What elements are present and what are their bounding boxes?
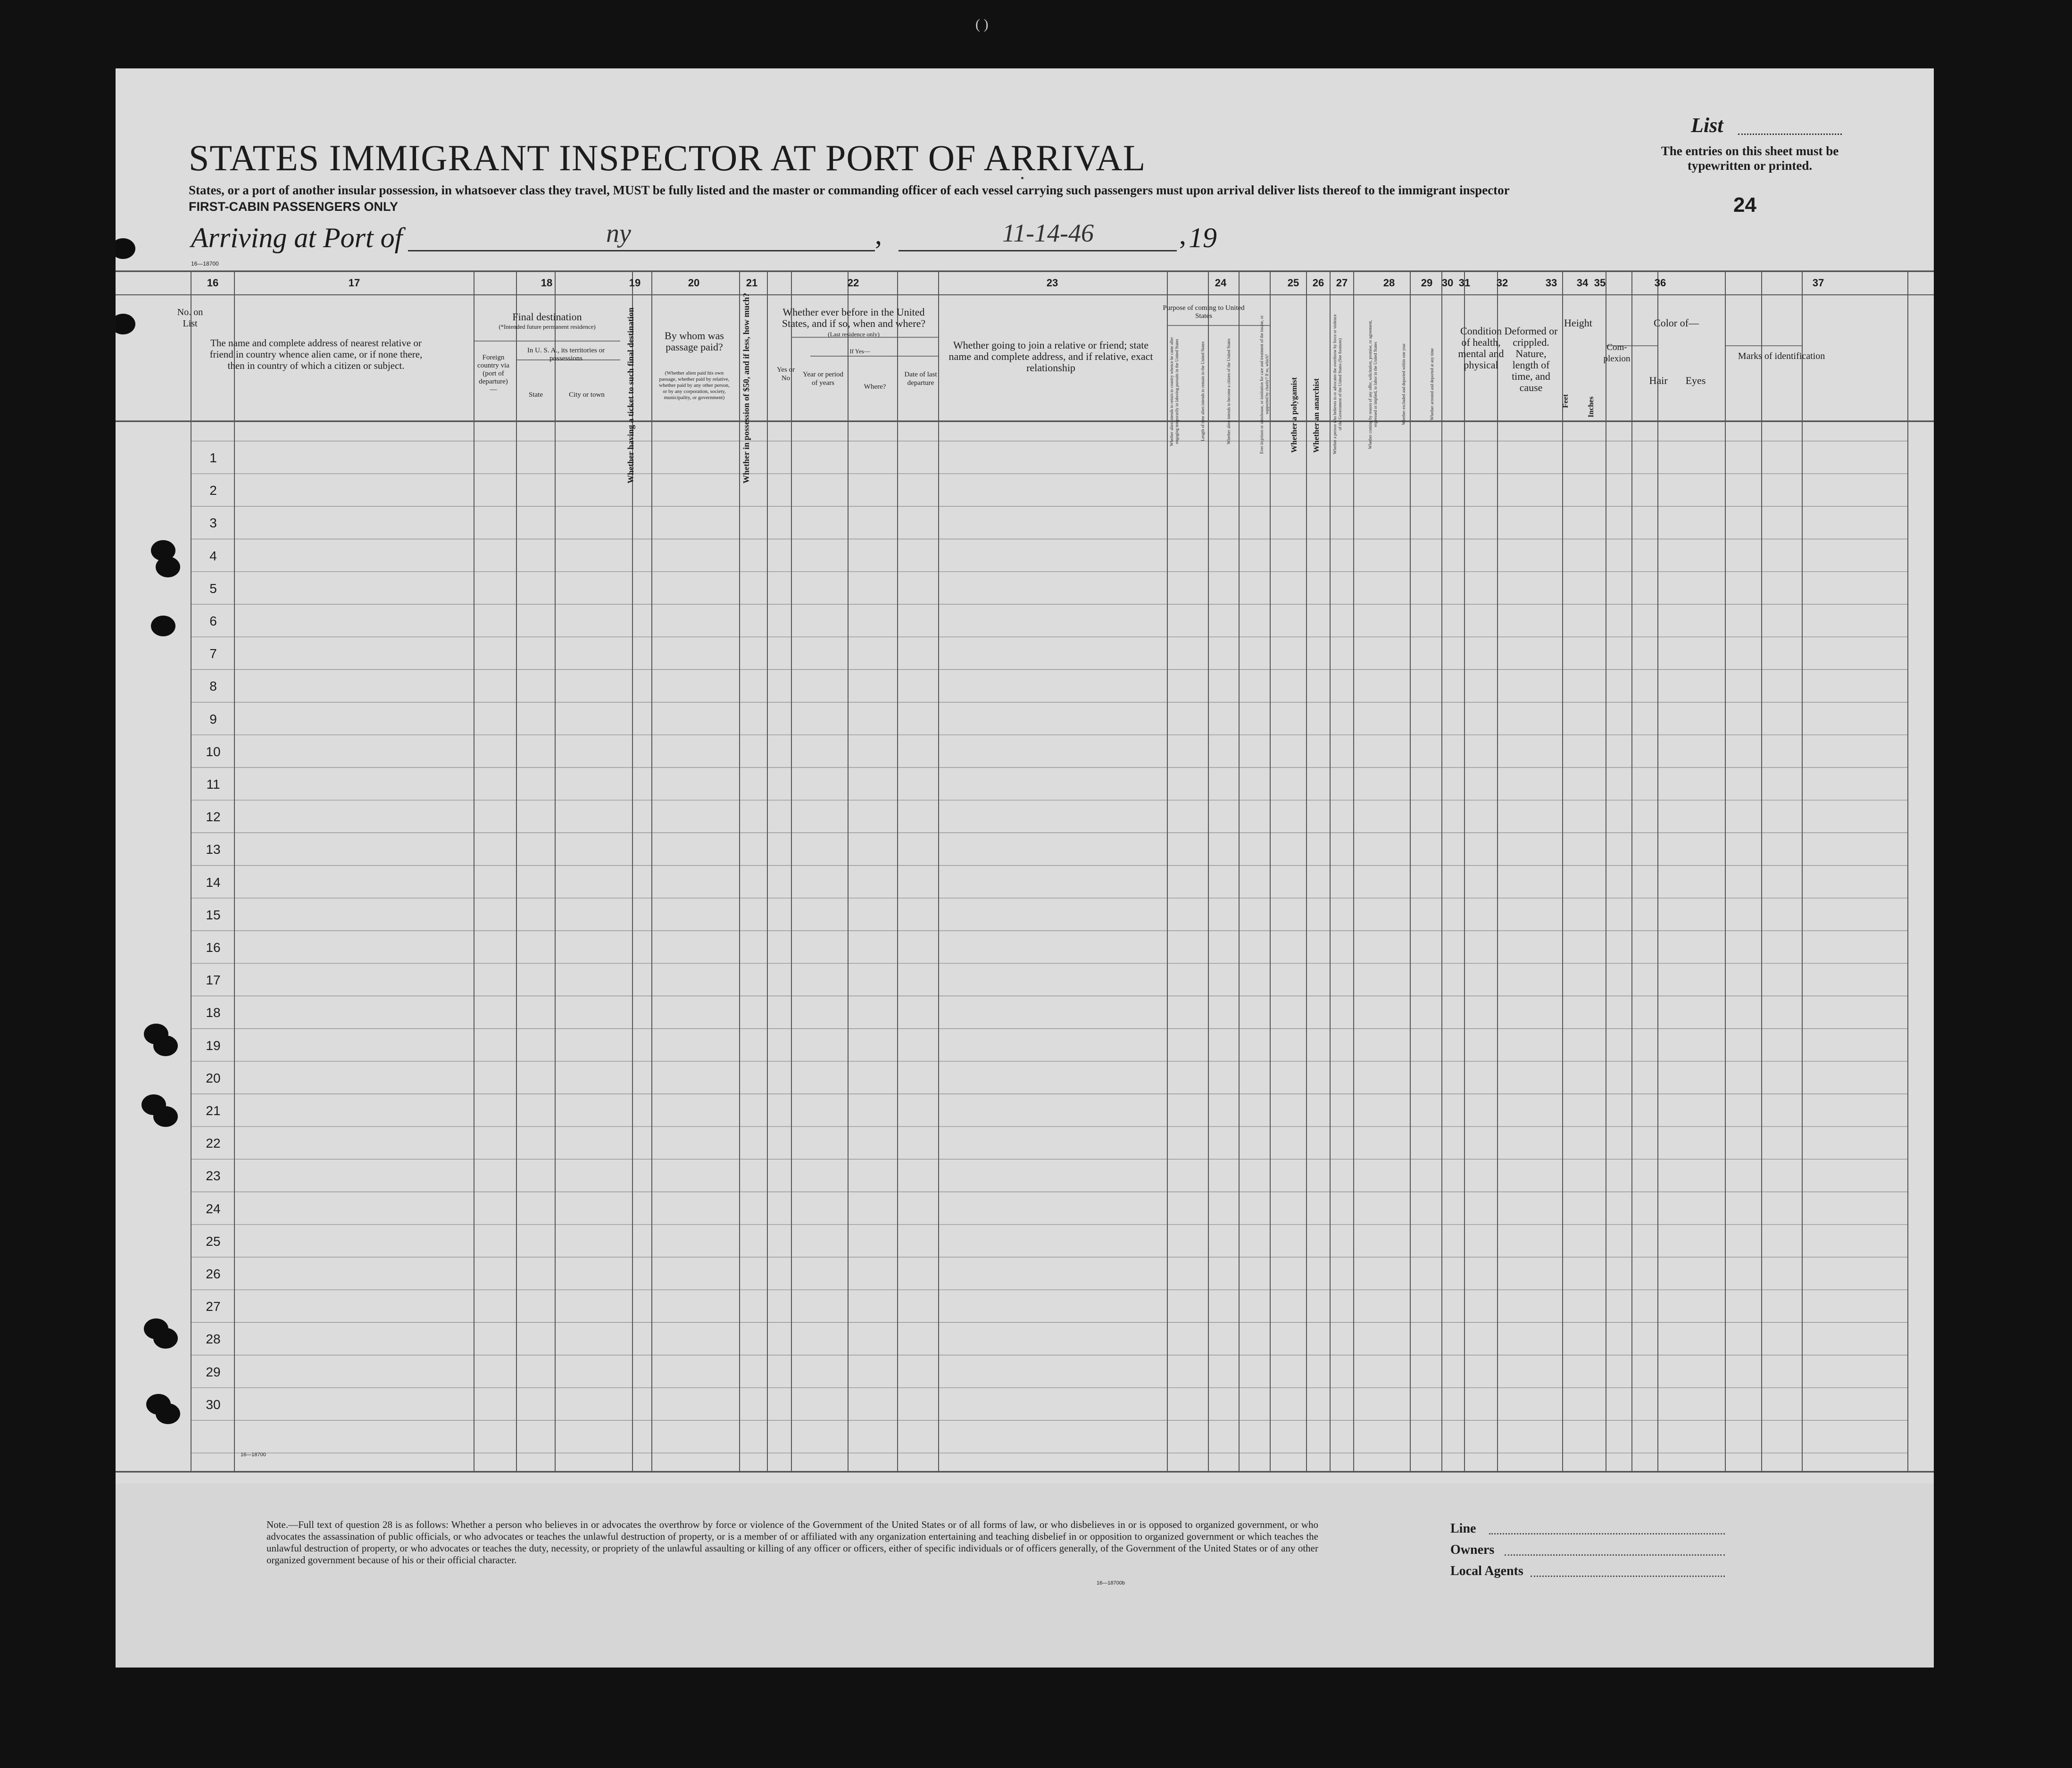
col33-header: Deformed or crippled. Nature, length of time, and cause [1504, 325, 1558, 393]
row-number: 9 [209, 711, 217, 726]
list-label: List [1691, 114, 1723, 137]
row-number: 13 [206, 842, 221, 857]
column-number: 35 [1594, 277, 1606, 289]
column-number: 16 [207, 277, 219, 289]
row-number: 7 [209, 646, 217, 661]
row-number: 21 [206, 1103, 221, 1118]
col36-hair: Hair [1649, 375, 1668, 386]
row-number: 27 [206, 1299, 221, 1314]
col34-feet: Feet [1562, 394, 1570, 408]
col22-period: Year or period of years [803, 371, 843, 387]
column-number: 32 [1496, 277, 1508, 289]
row-number: 10 [206, 744, 221, 759]
row-number: 18 [206, 1005, 221, 1020]
col20-title: By whom was passage paid? [665, 330, 724, 353]
footnote-form-code: 16—18700b [1097, 1580, 1125, 1586]
row-number: 19 [206, 1038, 221, 1053]
col28-header: Whether a person who believes in or advocates the overthrow by force or violence of the Government of the United States (See footnote) [1332, 314, 1342, 455]
col19-header: Whether having a ticket to such final destination [626, 307, 635, 484]
col31-header: Whether arrested and deported at any time [1430, 348, 1434, 421]
entries-note: The entries on this sheet must be typewritten or printed. [1661, 144, 1839, 173]
row-number: 28 [206, 1332, 221, 1347]
col24-citizen: Whether alien intends to become a citizen of the United States [1226, 338, 1231, 445]
column-number: 19 [629, 277, 641, 289]
col18-title: Final destination [512, 311, 582, 323]
row-number: 2 [209, 483, 217, 498]
separator: , [875, 219, 882, 250]
manifest-table-grid [116, 68, 1934, 1668]
column-number: 20 [688, 277, 700, 289]
col36-eyes: Eyes [1685, 375, 1706, 386]
line-field[interactable] [1489, 1533, 1725, 1534]
row-number: 6 [209, 614, 217, 628]
col16-header: No. on List [177, 307, 203, 329]
year-prefix: 19 [1189, 222, 1217, 253]
column-number: 18 [541, 277, 553, 289]
row-number: 29 [206, 1364, 221, 1379]
col24-title: Purpose of coming to United States [1163, 304, 1245, 320]
col37-header: Marks of identification [1738, 351, 1825, 361]
footnote-question-28: Note.—Full text of question 28 is as follows: Whether a person who believes in or advocates the overthrow by force or violence of the Government of the United States or of all forms of law, or who disbelieves in or is opposed to organized government, or who advocates the assassination of public officials, or who advocates or teaches the unlawful destruction of property, or is a member of or affiliated with any organization entertaining and teaching disbelief in or opposition to organized government or which teaches the unlawful destruction of property, or who advocates or teaches the duty, necessity, or propriety of the unlawful assaulting or killing of any officer or officers, either of specific individuals or of officers generally, of the Government of the United States or of any other organized government because of his or their official character. [266, 1519, 1318, 1566]
column-number: 30 [1441, 277, 1454, 289]
col29-header: Whether coming by reason of any offer, solicitation, promise, or agreement, expressed or implied, to labor in the United States [1368, 320, 1378, 449]
line-label: Line [1450, 1521, 1476, 1536]
owners-label: Owners [1450, 1543, 1495, 1557]
row-number: 4 [209, 548, 217, 563]
instructions-text: States, or a port of another insular possession, in whatsoever class they travel, MUST be fully listed and the master or commanding officer of each vessel carrying such passengers must upon arrival deliver lists thereof to the immigrant inspector [189, 183, 1510, 197]
col22-note: (Last residence only) [828, 331, 880, 338]
column-number: 37 [1812, 277, 1824, 289]
col18-foreign: Foreign country via (port of departure)— [477, 354, 509, 393]
table-form-code: 16—18700 [241, 1452, 266, 1458]
row-number: 16 [206, 940, 221, 955]
scan-edge-mark: ( ) [975, 17, 989, 32]
column-number: 27 [1336, 277, 1348, 289]
col18-usa: In U. S. A., its territories or possessions [527, 347, 605, 362]
col34-inches: Inches [1587, 396, 1595, 417]
col20-note: (Whether alien paid his own passage, whether paid by relative, whether paid by any other person, or by any corporation, society, municipality, or government) [659, 370, 730, 400]
column-number: 23 [1046, 277, 1058, 289]
passenger-class-label: FIRST-CABIN PASSENGERS ONLY [189, 200, 399, 214]
row-number: 15 [206, 907, 221, 922]
row-number: 30 [206, 1397, 221, 1412]
col24-length: Length of time alien intends to remain in the United States [1200, 342, 1205, 442]
row-number: 5 [209, 581, 217, 596]
col22-title: Whether ever before in the United States, and if so, when and where? [782, 306, 926, 329]
column-number: 36 [1654, 277, 1666, 289]
col30-header: Whether excluded and deported within one year [1401, 343, 1406, 425]
col24-return: Whether alien intends to return to country whence he came after engaging temporarily in laboring pursuits in the United States [1169, 337, 1179, 446]
col36-title: Color of— [1654, 317, 1699, 329]
column-number: 25 [1287, 277, 1299, 289]
col21-header: Whether in possession of $50, and if less, how much? [741, 292, 751, 484]
col23-header: Whether going to join a relative or friend; state name and complete address, and if relative, exact relationship [949, 339, 1153, 374]
column-number: 31 [1458, 277, 1471, 289]
column-number: 26 [1312, 277, 1324, 289]
port-value: ny [606, 219, 631, 248]
col18-note: (*Intended future permanent residence) [499, 323, 596, 330]
row-number: 12 [206, 809, 221, 825]
owners-field[interactable] [1505, 1554, 1725, 1556]
row-number: 26 [206, 1267, 221, 1281]
column-number: 24 [1215, 277, 1227, 289]
column-number: 21 [746, 277, 758, 289]
col22-date: Date of last departure [904, 371, 937, 387]
row-number: 25 [206, 1234, 221, 1249]
col25-header: Ever in prison or almshouse, or institution for care and treatment of the insane, or supported by charity? If so, which? [1259, 315, 1269, 454]
row-number: 1 [209, 450, 217, 465]
row-number: 17 [206, 973, 221, 988]
col18-city: City or town [569, 391, 605, 399]
arriving-at-port-label: Arriving at Port of [191, 222, 403, 253]
col32-header: Condition of health, mental and physical [1458, 325, 1504, 371]
row-number: 24 [206, 1201, 221, 1216]
row-number: 14 [206, 875, 221, 890]
col22-where: Where? [864, 383, 886, 391]
manifest-sheet [116, 68, 1934, 1668]
form-code: 16—18700 [191, 260, 219, 267]
row-number: 23 [206, 1168, 221, 1184]
page-title: STATES IMMIGRANT INSPECTOR AT PORT OF ARRIVAL [189, 137, 1146, 178]
arrival-date-value: 11-14-46 [1002, 219, 1094, 247]
local-agents-label: Local Agents [1450, 1564, 1523, 1578]
local-agents-field[interactable] [1531, 1576, 1725, 1577]
col22-yes-or-no: Yes or No [776, 366, 795, 382]
column-number: 34 [1576, 277, 1589, 289]
row-number: 20 [206, 1070, 221, 1085]
row-number: 8 [209, 679, 217, 694]
row-number: 11 [206, 777, 220, 792]
sheet-number: 24 [1733, 193, 1756, 217]
column-number: 29 [1421, 277, 1433, 289]
separator: , [1179, 219, 1186, 250]
column-number: 33 [1545, 277, 1557, 289]
col34-title: Height [1564, 317, 1592, 329]
col17-header: The name and complete address of nearest relative or friend in country whence alien came, or if none there, then in country of which a citizen or subject. [209, 337, 423, 371]
column-number: 28 [1383, 277, 1395, 289]
column-number: 22 [847, 277, 859, 289]
col26-header: Whether a polygamist [1290, 377, 1298, 453]
col22-if-yes: If Yes— [849, 348, 870, 355]
col35-header: Com- plexion [1603, 342, 1631, 364]
col18-state: State [529, 391, 543, 399]
col27-header: Whether an anarchist [1312, 378, 1321, 453]
row-number: 22 [206, 1136, 221, 1151]
column-number: 17 [348, 277, 360, 289]
row-number: 3 [209, 516, 217, 531]
